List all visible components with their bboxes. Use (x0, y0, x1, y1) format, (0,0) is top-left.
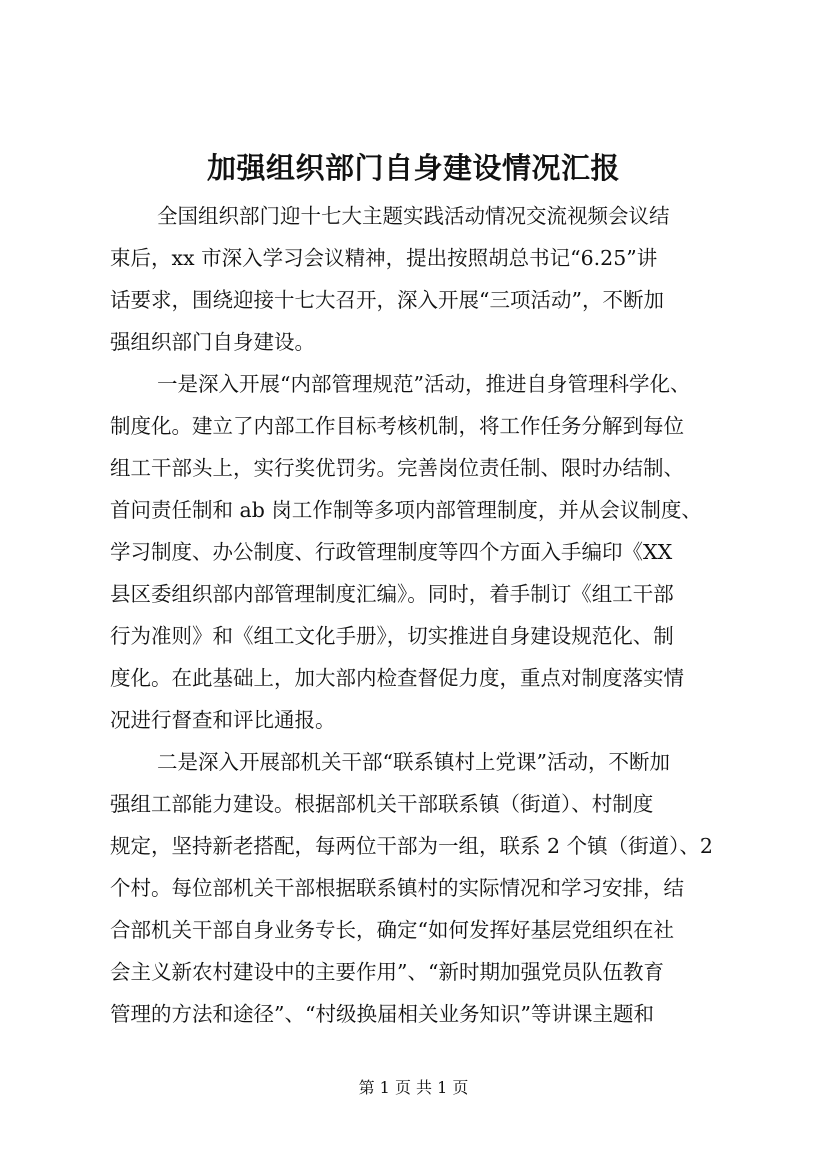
document-title: 加强组织部门自身建设情况汇报 (206, 151, 620, 185)
body-line: 规定，坚持新老搭配，每两位干部为一组，联系 2 个镇（街道）、2 (110, 834, 713, 858)
body-line: 强组工部能力建设。根据部机关干部联系镇（街道）、村制度 (110, 792, 654, 816)
body-line: 度化。在此基础上，加大部内检查督促力度，重点对制度落实情 (110, 666, 684, 690)
page-footer: 第 1 页 共 1 页 (358, 1078, 469, 1097)
body-line: 组工干部头上，实行奖优罚劣。完善岗位责任制、限时办结制、 (110, 456, 684, 480)
body-line: 学习制度、办公制度、行政管理制度等四个方面入手编印《XX (110, 540, 673, 564)
body-line: 强组织部门自身建设。 (110, 330, 315, 354)
body-line: 管理的方法和途径”、“村级换届相关业务知识”等讲课主题和 (110, 1002, 654, 1026)
body-line: 制度化。建立了内部工作目标考核机制，将工作任务分解到每位 (110, 414, 684, 438)
body-line: 况进行督查和评比通报。 (110, 708, 336, 732)
body-line: 二是深入开展部机关干部“联系镇村上党课”活动，不断加 (157, 750, 670, 774)
body-line: 束后，xx 市深入学习会议精神，提出按照胡总书记“6.25”讲 (110, 246, 658, 270)
body-line: 个村。每位部机关干部根据联系镇村的实际情况和学习安排，结 (110, 876, 684, 900)
body-line: 话要求，围绕迎接十七大召开，深入开展“三项活动”，不断加 (110, 288, 664, 312)
body-line: 首问责任制和 ab 岗工作制等多项内部管理制度，并从会议制度、 (110, 498, 702, 522)
body-line: 合部机关干部自身业务专长，确定“如何发挥好基层党组织在社 (110, 918, 674, 942)
body-line: 全国组织部门迎十七大主题实践活动情况交流视频会议结 (157, 204, 670, 228)
body-line: 县区委组织部内部管理制度汇编》。同时，着手制订《组工干部 (110, 582, 674, 606)
body-line: 行为准则》和《组工文化手册》，切实推进自身建设规范化、制 (110, 624, 674, 648)
body-line: 会主义新农村建设中的主要作用”、“新时期加强党员队伍教育 (110, 960, 664, 984)
body-line: 一是深入开展“内部管理规范”活动，推进自身管理科学化、 (157, 372, 691, 396)
